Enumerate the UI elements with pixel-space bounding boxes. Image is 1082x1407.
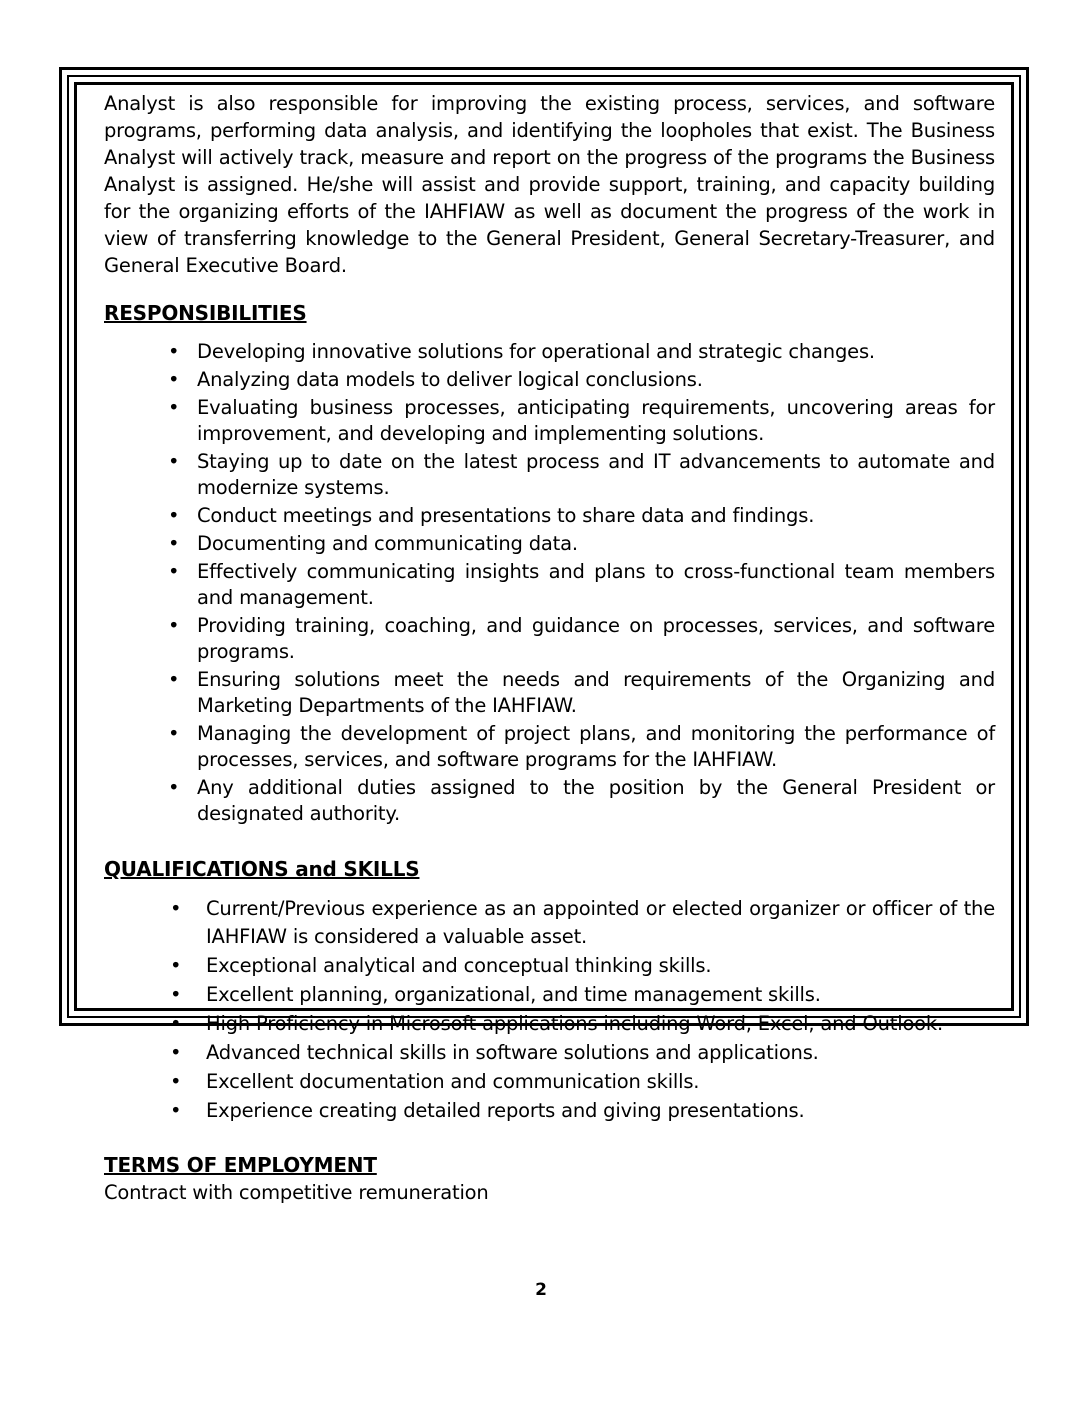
list-item: • Excellent planning, organizational, and time management skills. [104, 981, 995, 1009]
list-item: • Experience creating detailed reports and giving presentations. [104, 1097, 995, 1125]
list-item: • Documenting and communicating data. [104, 531, 995, 557]
terms-text: Contract with competitive remuneration [104, 1181, 489, 1204]
list-item: • Conduct meetings and presentations to share data and findings. [104, 503, 995, 529]
list-item: • Effectively communicating insights and plans to cross-functional team members and management. [104, 559, 995, 611]
qualifications-heading: QUALIFICATIONS and SKILLS [104, 857, 420, 881]
list-item: • Developing innovative solutions for operational and strategic changes. [104, 339, 995, 365]
qualifications-list [104, 895, 995, 1125]
list-item: • Ensuring solutions meet the needs and requirements of the Organizing and Marketing Departments of the IAHFIAW. [104, 667, 995, 719]
terms-heading: TERMS OF EMPLOYMENT [104, 1153, 377, 1177]
list-item: • Current/Previous experience as an appointed or elected organizer or officer of the IAHFIAW is considered a valuable asset. [104, 895, 995, 951]
list-item: • High Proficiency in Microsoft applications including Word, Excel, and Outlook. [104, 1010, 995, 1038]
intro-paragraph: Analyst is also responsible for improving the existing process, services, and software programs, performing data analysis, and identifying the loopholes that exist. The Business Analyst will actively track, measure and report on the progress of the programs the Business Analyst is assigned. He/she will assist and provide support, training, and capacity building for the organizing efforts of the IAHFIAW as well as document the progress of the work in view of transferring knowledge to the General President, General Secretary-Treasurer, and General Executive Board. [104, 92, 995, 277]
list-item: • Any additional duties assigned to the position by the General President or designated authority. [104, 775, 995, 827]
list-item: • Advanced technical skills in software solutions and applications. [104, 1039, 995, 1067]
page-number: 2 [535, 1280, 547, 1300]
responsibilities-list [104, 339, 995, 827]
responsibilities-heading: RESPONSIBILITIES [104, 301, 307, 325]
list-item: • Exceptional analytical and conceptual thinking skills. [104, 952, 995, 980]
list-item: • Analyzing data models to deliver logical conclusions. [104, 367, 995, 393]
list-item: • Staying up to date on the latest process and IT advancements to automate and modernize systems. [104, 449, 995, 501]
list-item: • Evaluating business processes, anticipating requirements, uncovering areas for improvement, and developing and implementing solutions. [104, 395, 995, 447]
list-item: • Excellent documentation and communication skills. [104, 1068, 995, 1096]
document-body [104, 90, 995, 1207]
list-item: • Managing the development of project plans, and monitoring the performance of processes, services, and software programs for the IAHFIAW. [104, 721, 995, 773]
list-item: • Providing training, coaching, and guidance on processes, services, and software programs. [104, 613, 995, 665]
